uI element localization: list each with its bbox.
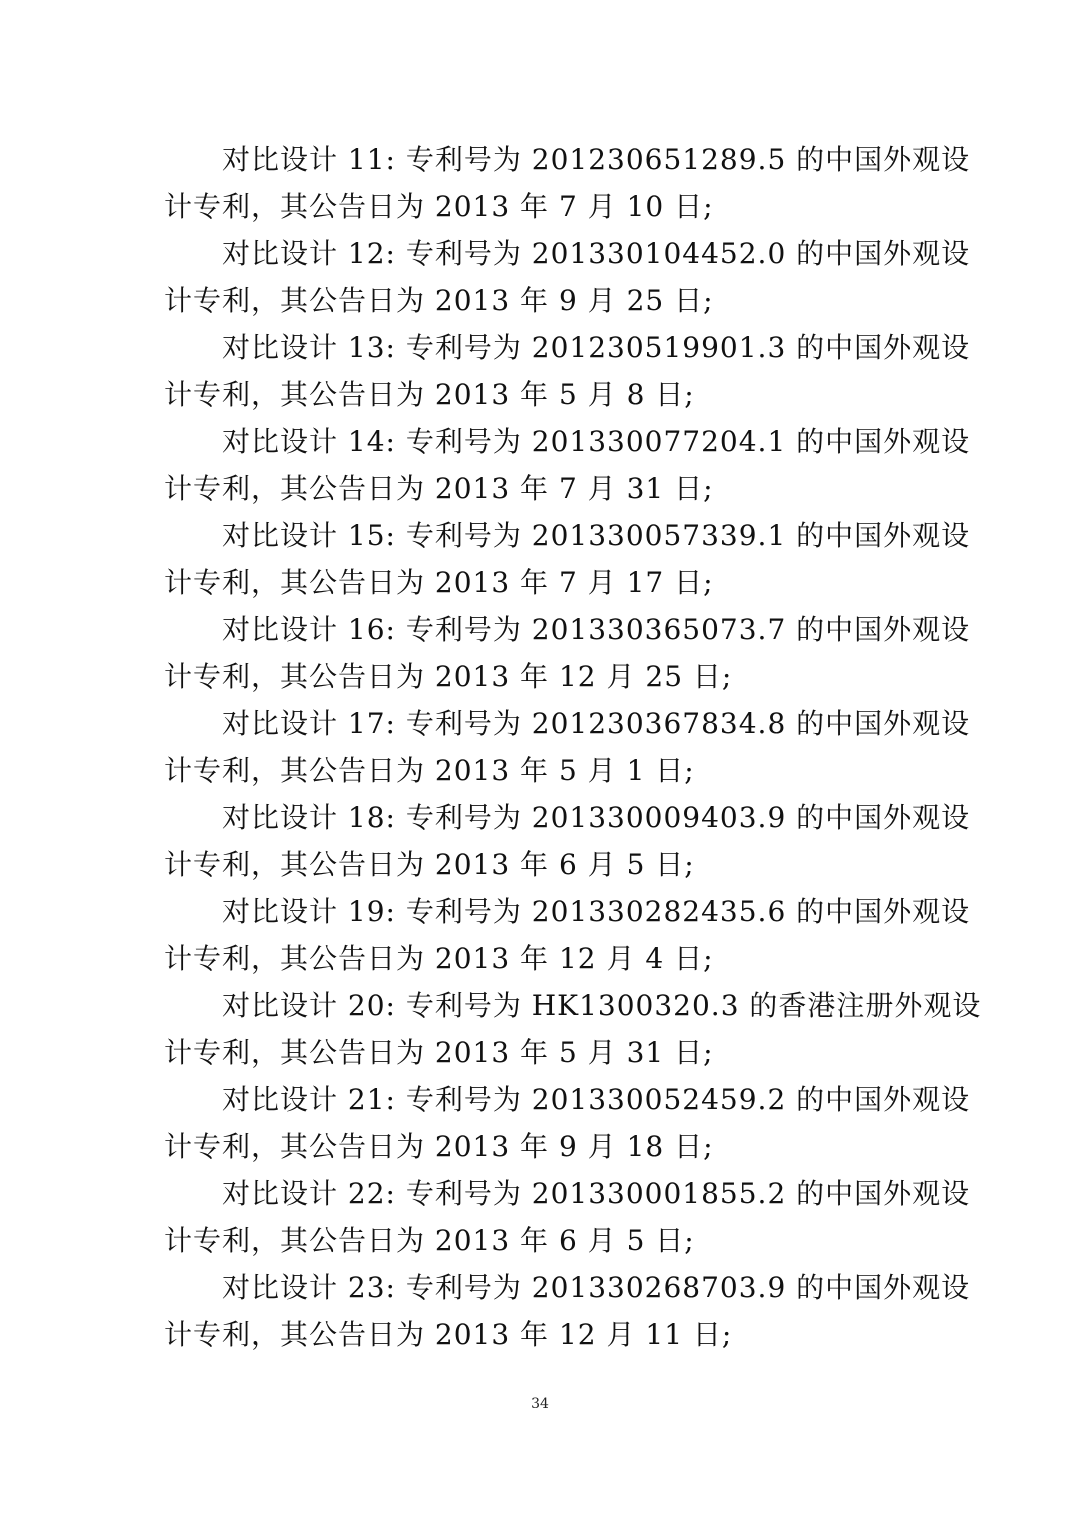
entry-line-2: 计专利，其公告日为 2013 年 12 月 25 日; [164,660,733,693]
page-number: 34 [531,1396,549,1412]
entry-line-2: 计专利，其公告日为 2013 年 9 月 25 日; [164,284,714,317]
entry-line-1: 对比设计 21: 专利号为 201330052459.2 的中国外观设 [222,1083,971,1116]
comparison-design-entry [164,888,971,982]
entry-line-1: 对比设计 18: 专利号为 201330009403.9 的中国外观设 [222,801,971,834]
entry-line-2: 计专利，其公告日为 2013 年 6 月 5 日; [164,1224,695,1257]
entry-line-2: 计专利，其公告日为 2013 年 7 月 17 日; [164,566,714,599]
entry-line-1: 对比设计 14: 专利号为 201330077204.1 的中国外观设 [222,425,971,458]
entry-line-2: 计专利，其公告日为 2013 年 5 月 31 日; [164,1036,714,1069]
entry-line-1: 对比设计 11: 专利号为 201230651289.5 的中国外观设 [222,143,971,176]
comparison-design-entry [164,1170,971,1264]
document-body [164,136,982,1358]
comparison-design-entry [164,700,971,794]
comparison-design-entry [164,418,971,512]
entry-line-2: 计专利，其公告日为 2013 年 9 月 18 日; [164,1130,714,1163]
entry-line-1: 对比设计 12: 专利号为 201330104452.0 的中国外观设 [222,237,971,270]
entry-line-2: 计专利，其公告日为 2013 年 5 月 8 日; [164,378,695,411]
entry-line-1: 对比设计 23: 专利号为 201330268703.9 的中国外观设 [222,1271,971,1304]
entry-line-1: 对比设计 17: 专利号为 201230367834.8 的中国外观设 [222,707,971,740]
comparison-design-entry [164,606,971,700]
comparison-design-entry [164,512,971,606]
comparison-design-entry [164,230,971,324]
comparison-design-entry [164,1076,971,1170]
entry-line-1: 对比设计 15: 专利号为 201330057339.1 的中国外观设 [222,519,971,552]
comparison-design-entry [164,1264,971,1358]
entry-line-2: 计专利，其公告日为 2013 年 7 月 10 日; [164,190,714,223]
entry-line-1: 对比设计 20: 专利号为 HK1300320.3 的香港注册外观设 [222,989,982,1022]
comparison-design-entry [164,794,971,888]
entry-line-2: 计专利，其公告日为 2013 年 7 月 31 日; [164,472,714,505]
entry-line-1: 对比设计 22: 专利号为 201330001855.2 的中国外观设 [222,1177,971,1210]
entry-line-1: 对比设计 16: 专利号为 201330365073.7 的中国外观设 [222,613,971,646]
entry-line-1: 对比设计 19: 专利号为 201330282435.6 的中国外观设 [222,895,971,928]
comparison-design-entry [164,136,971,230]
entry-line-2: 计专利，其公告日为 2013 年 12 月 4 日; [164,942,714,975]
entry-line-2: 计专利，其公告日为 2013 年 5 月 1 日; [164,754,695,787]
comparison-design-entry [164,324,971,418]
entry-line-2: 计专利，其公告日为 2013 年 6 月 5 日; [164,848,695,881]
entry-line-2: 计专利，其公告日为 2013 年 12 月 11 日; [164,1318,733,1351]
entry-line-1: 对比设计 13: 专利号为 201230519901.3 的中国外观设 [222,331,971,364]
comparison-design-entry [164,982,982,1076]
